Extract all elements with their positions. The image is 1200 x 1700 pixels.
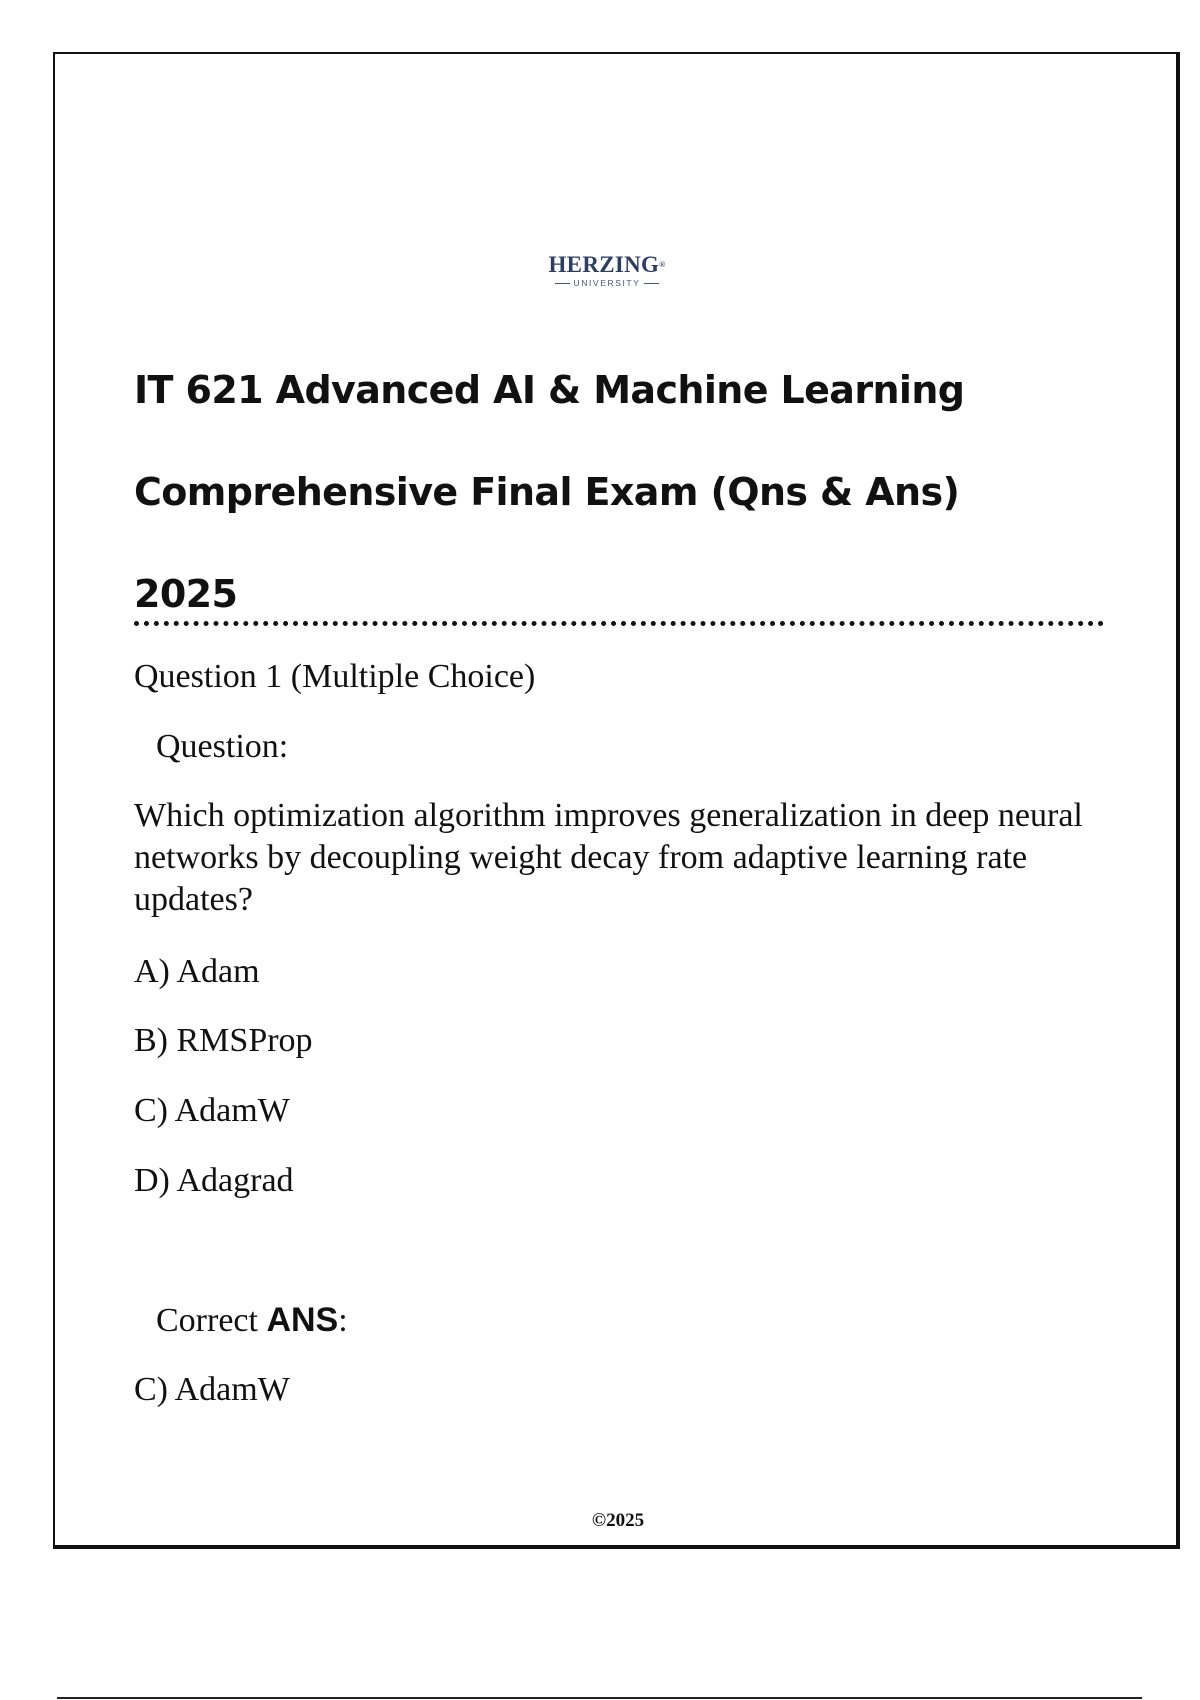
question-label: Question: xyxy=(156,728,289,765)
logo-subtitle xyxy=(532,278,682,289)
option-d: D) Adagrad xyxy=(134,1162,294,1199)
footer-copyright: ©2025 xyxy=(591,1510,645,1531)
logo-wordmark: HERZING® xyxy=(548,252,666,277)
document-year: 2025 xyxy=(134,572,238,616)
logo-rule-left xyxy=(555,283,570,284)
question-text: Which optimization algorithm improves generalization in deep neural networks by decoupling weight decay from adaptive learning rate updates? xyxy=(134,797,1083,918)
option-a: A) Adam xyxy=(134,953,260,990)
university-logo xyxy=(532,252,682,289)
dotted-divider xyxy=(134,621,1104,626)
logo-subtitle-text: UNIVERSITY xyxy=(573,278,641,288)
option-b: B) RMSProp xyxy=(134,1022,313,1059)
answer-value: C) AdamW xyxy=(134,1371,290,1408)
document-title-line-1: IT 621 Advanced AI & Machine Learning xyxy=(134,368,965,412)
document-title-line-2: Comprehensive Final Exam (Qns & Ans) xyxy=(134,470,960,514)
answer-label: Correct ANS: xyxy=(156,1301,348,1339)
bottom-rule xyxy=(57,1697,1142,1699)
logo-rule-right xyxy=(644,283,659,284)
question-heading: Question 1 (Multiple Choice) xyxy=(134,658,536,695)
option-c: C) AdamW xyxy=(134,1092,290,1129)
